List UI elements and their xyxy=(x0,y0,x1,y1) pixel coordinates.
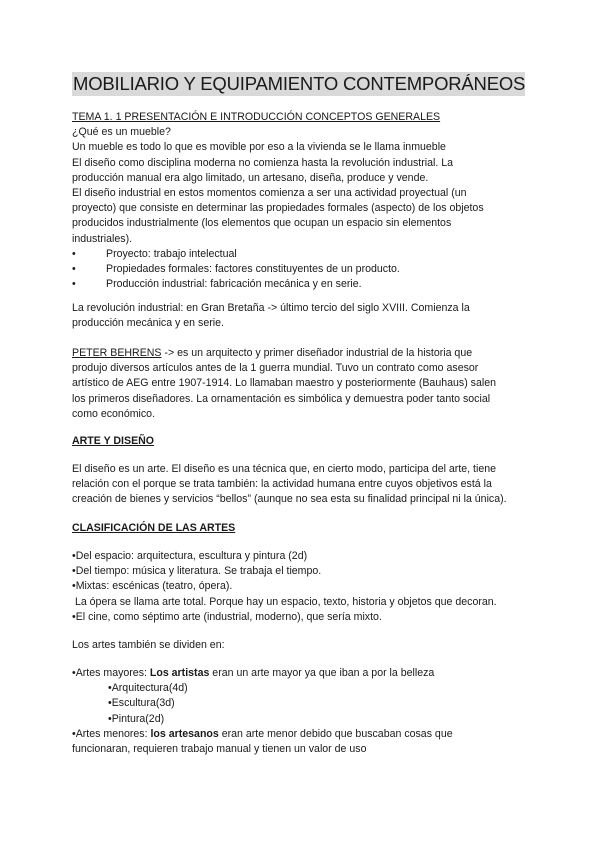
sub-item: •Escultura(3d) xyxy=(108,697,175,710)
list-item: • Proyecto: trabajo intelectual xyxy=(72,247,547,262)
sub-item: •Arquitectura(4d) xyxy=(108,682,188,695)
artes-menores: •Artes menores: los artesanos eran arte menor debido que buscaban cosas que xyxy=(72,727,453,740)
arte-paragraph: El diseño es un arte. El diseño es una técnica que, en cierto modo, participa del arte, tiene relación con el porque se trata también: la actividad humana entre cuyos objetivos está la creación de bienes y servicios “bellos” (aunque no sea esta su finalidad principal ni la única). xyxy=(72,463,507,506)
bullet-mark: • xyxy=(72,247,76,260)
page-title: MOBILIARIO Y EQUIPAMIENTO CONTEMPORÁNEOS xyxy=(73,73,526,94)
revolucion-paragraph: La revolución industrial: en Gran Bretaña -> último tercio del siglo XVIII. Comienza la producción mecánica y en serie. xyxy=(72,302,470,330)
list-item: • Propiedades formales: factores constituyentes de un producto. xyxy=(72,262,547,277)
arte-heading: ARTE Y DISEÑO xyxy=(72,435,155,447)
intro-line: El diseño industrial en estos momentos comienza a ser una actividad proyectual (un xyxy=(72,187,467,200)
intro-line: Un mueble es todo lo que es movible por eso a la vivienda se le llama inmueble xyxy=(72,141,446,154)
clasificacion-heading: CLASIFICACIÓN DE LAS ARTES xyxy=(72,522,236,534)
bullet-mark: • xyxy=(72,278,76,291)
clasificacion-list xyxy=(72,549,547,625)
sub-item: •Pintura(2d) xyxy=(108,712,165,725)
behrens-name: PETER BEHRENS xyxy=(72,347,162,359)
intro-line: El diseño como disciplina moderna no comienza hasta la revolución industrial. La xyxy=(72,156,453,169)
artes-mayores: •Artes mayores: Los artistas eran un arte mayor ya que iban a por la belleza xyxy=(72,667,435,679)
list-item: La ópera se llama arte total. Porque hay un espacio, texto, historia y objetos que decoran. xyxy=(72,595,497,608)
intro-line: ¿Qué es un mueble? xyxy=(72,126,171,139)
tambien-line: Los artes también se dividen en: xyxy=(72,639,225,651)
list-item: • Producción industrial: fabricación mecánica y en serie. xyxy=(72,277,547,292)
intro-line: producción manual era algo limitado, un artesano, diseña, produce y vende. xyxy=(72,171,429,184)
intro-line: producidos industrialmente (los elementos que ocupan un espacio sin elementos xyxy=(72,217,452,230)
intro-section xyxy=(72,110,547,292)
behrens-paragraph: PETER BEHRENS -> es un arquitecto y primer diseñador industrial de la historia que produjo diversos artículos antes de la 1 guerra mundial. Tuvo un contrato como asesor artístico de AEG entre 1907-1914. Lo llamaban maestro y posteriormente (Bauhaus) salen los primeros diseñadores. La ornamentación es simbólica y demuestra poder tanto social como económico. xyxy=(72,347,496,420)
intro-line: proyecto) que consiste en determinar las propiedades formales (aspecto) de los objetos xyxy=(72,202,484,215)
artes-mayores-menores: •Artes mayores: Los artistas eran un arte mayor ya que iban a por la belleza •Arquitectura(4d) •Escultura(3d) •Pintura(2d) •Artes menores: los artesanos eran arte menor debido que buscaban cosas que funcionaran, requieren trabajo manual y tienen un valor de uso xyxy=(72,666,547,757)
list-item: •Mixtas: escénicas (teatro, ópera). xyxy=(72,580,233,593)
intro-line: industriales). xyxy=(72,232,133,245)
bullet-mark: • xyxy=(72,263,76,276)
list-item: •El cine, como séptimo arte (industrial, moderno), que sería mixto. xyxy=(72,610,382,623)
list-item: •Del tiempo: música y literatura. Se trabaja el tiempo. xyxy=(72,565,322,578)
list-item: •Del espacio: arquitectura, escultura y pintura (2d) xyxy=(72,550,308,562)
tema-heading: TEMA 1. 1 PRESENTACIÓN E INTRODUCCIÓN CONCEPTOS GENERALES xyxy=(72,111,441,123)
